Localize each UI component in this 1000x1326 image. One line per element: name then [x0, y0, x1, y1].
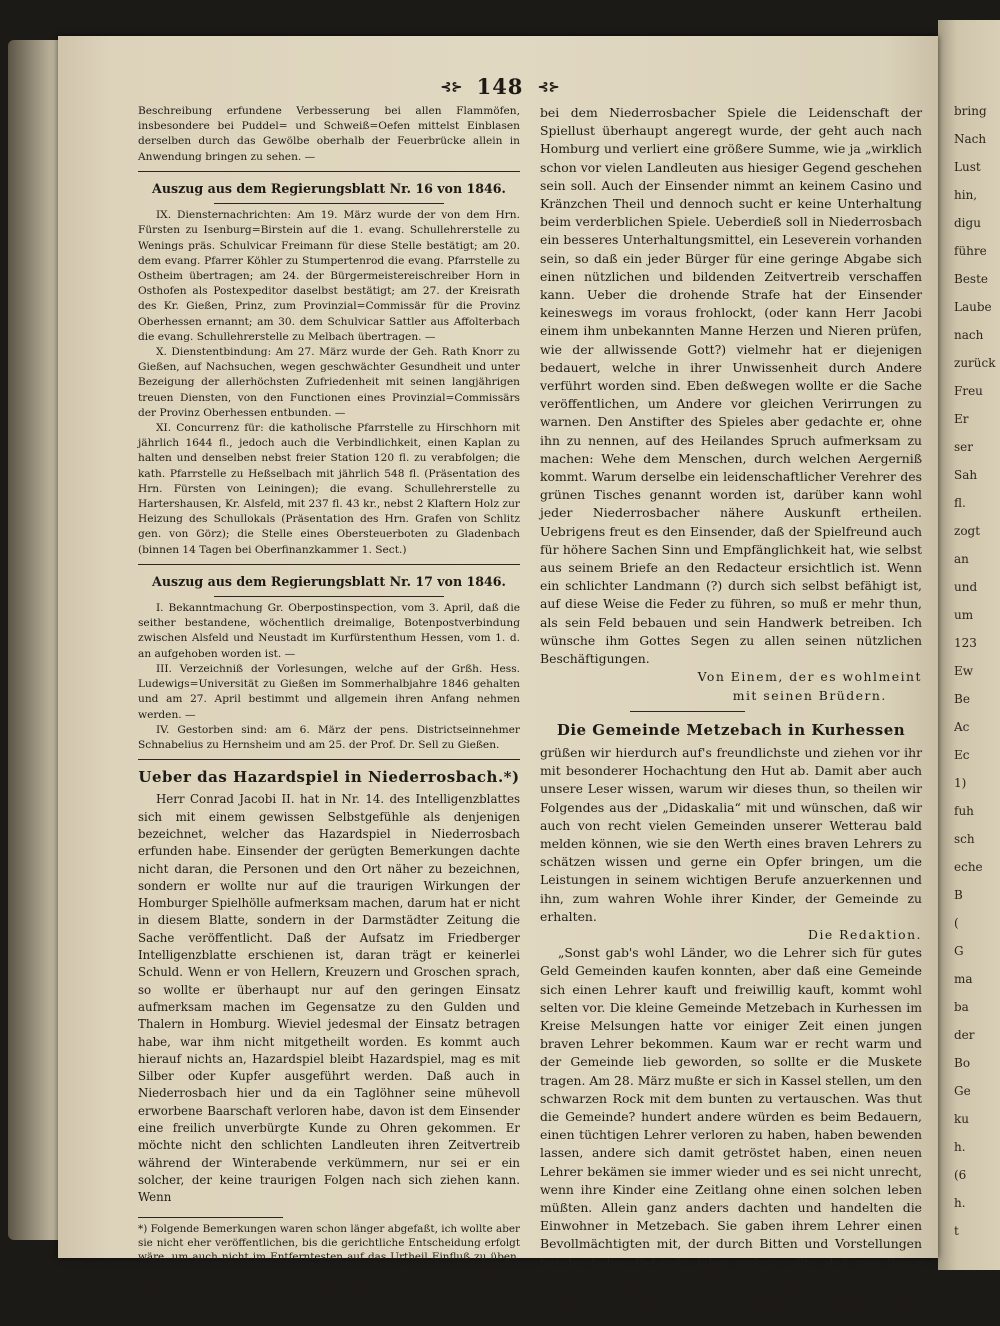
adjacent-page-strip: [938, 20, 1000, 1270]
adjacent-page-fragment: fl.: [954, 496, 966, 510]
right-column: [540, 104, 922, 1326]
adjacent-page-fragment: ser: [954, 440, 973, 454]
adjacent-page-fragment: B: [954, 888, 963, 902]
article-paragraph: Herr Conrad Jacobi II. hat in Nr. 14. des Intelligenzblattes sich mit einem gewissen Selbstgefühle als denjenigen bezeichnet, welcher das Hazardspiel in Niederrosbach erfunden habe. Einsender der gerügten Bemerkungen dachte nicht daran, die Personen und den Ort näher zu bezeichnen, sondern er wollte nur auf die traurigen Wirkungen der Homburger Spielhölle aufmerksam machen, darum hat er nicht in diesem Blatte, sondern in der Darmstädter Zeitung die Sache veröffentlicht. Daß der Aufsatz im Friedberger Intelligenzblatte erschienen ist, daran trägt er keinerlei Schuld. Wenn er von Hellern, Kreuzern und Groschen sprach, so wollte er überhaupt nur auf den geringen Einsatz aufmerksam machen im Gegensatze zu den Gulden und Thalern in Homburg. Wieviel jedesmal der Einsatz betragen habe, war ihm nicht mitgetheilt worden. Es kommt auch hierauf nichts an, Hazardspiel bleibt Hazardspiel, mag es mit Silber oder Kupfer ausgeführt werden. Daß auch in Niederrosbach hier und da ein Taglöhner seine mühevoll erworbene Baarschaft verloren habe, davon ist dem Einsender eine freilich unverbürgte Kunde zu Ohren gekommen. Er möchte nicht den schlichten Landleuten ihren Zeitvertreib während der Winterabende verkümmern, nur sei er ein solcher, der keine traurigen Folgen nach sich ziehen kann. Wenn: [138, 792, 520, 1205]
adjacent-page-fragment: und: [954, 580, 978, 594]
signature-line: mit seinen Brüdern.: [732, 687, 887, 703]
paragraph: IV. Gestorben sind: am 6. März der pens. Districtseinnehmer Schnabelius zu Hernsheim und am 25. der Prof. Dr. Sell zu Gießen.: [138, 723, 520, 751]
adjacent-page-fragment: der: [954, 1028, 975, 1042]
divider: [138, 171, 520, 172]
adjacent-page-fragment: G: [954, 944, 964, 958]
paragraph: IX. Diensternachrichten: Am 19. März wurde der von dem Hrn. Fürsten zu Isenburg=Birstein auf die 1. evang. Schullehrerstelle zu Wenings präs. Schulvicar Freimann für diese Stelle bestätigt; am 20. dem evang. Pfarrer Köhler zu Stumpertenrod die evang. Pfarrstelle zu Ostheim übertragen; am 24. der Bürgermeistereischreiber Horn in Osthofen als Postexpeditor daselbst bestätigt; am 27. der Kreisrath des Kr. Gießen, Prinz, zum Provinzial=Commissär für die Provinz Oberhessen ernannt; am 30. dem Schulvicar Sattler aus Affolterbach die evang. Schullehrerstelle zu Melbach übertragen. —: [138, 209, 520, 343]
ornament-right-icon: ⊰⊱: [537, 80, 560, 95]
page-header: [60, 74, 940, 99]
article-title-hazardspiel: Ueber das Hazardspiel in Niederrosbach.*): [138, 768, 520, 787]
footnote-divider: [138, 1217, 283, 1218]
divider: [214, 596, 443, 597]
page-number: 148: [476, 74, 524, 99]
footnote: *) Folgende Bemerkungen waren schon länger abgefaßt, ich wollte aber sie nicht eher veröffentlichen, bis die gerichtliche Entscheidung erfolgt wäre, um auch nicht im Entferntesten auf das Urtheil Einfluß zu üben, doch die Sache scheint sich zu verzögern, da noch mancherlei Zeugen sollen verhört werden, um den Thatbestand richtig zu stellen. Ich konnte nicht länger schweigen, damit man das Schweigen nicht als Zugeständniß betrachte.: [138, 1222, 520, 1321]
divider: [214, 203, 443, 204]
adjacent-page-fragment: digu: [954, 216, 981, 230]
adjacent-page-fragment: bring: [954, 104, 987, 118]
ornament-left-icon: ⊰⊱: [440, 80, 463, 95]
adjacent-page-fragment: Nach: [954, 132, 987, 146]
editor-signature: Die Redaktion.: [808, 926, 922, 942]
adjacent-page-fragment: Sah: [954, 468, 978, 482]
paragraph: III. Verzeichniß der Vorlesungen, welche auf der Grßh. Hess. Ludewigs=Universität zu Gießen im Sommerhalbjahre 1846 gehalten und am 27. April bestimmt und allgemein ihren Anfang nehmen werden. —: [138, 662, 520, 721]
divider: [630, 711, 745, 712]
adjacent-page-fragment: ku: [954, 1112, 969, 1126]
adjacent-page-fragment: (6: [954, 1168, 967, 1182]
paragraph: XI. Concurrenz für: die katholische Pfarrstelle zu Hirschhorn mit jährlich 1644 fl., jedoch auch die Verbindlichkeit, einen Kaplan zu halten und denselben nebst freier Station 120 fl. zu verabfolgen; die kath. Pfarrstelle zu Heßselbach mit jährlich 548 fl. (Präsentation des Hrn. Fürsten von Leiningen); die evang. Schullehrerstelle zu Hartershausen, Kr. Alsfeld, mit 237 fl. 43 kr., nebst 2 Klaftern Holz zur Heizung des Schullokals (Präsentation des Hrn. Grafen von Schlitz gen. von Görz); die Stelle eines Obersteuerboten zu Gladenbach (binnen 14 Tagen bei Oberfinanzkammer 1. Sect.): [138, 421, 520, 556]
adjacent-page-fragment: Beste: [954, 272, 989, 286]
adjacent-page-fragment: hin,: [954, 188, 978, 202]
intro-paragraph: Beschreibung erfundene Verbesserung bei allen Flammöfen, insbesondere bei Puddel= und Schweiß=Oefen mittelst Einblasen derselben durch das Gewölbe oberhalb der Feuerbrücke allein in Anwendung bringen zu sehen. —: [138, 105, 520, 163]
adjacent-page-fragment: sch: [954, 832, 975, 846]
adjacent-page-fragment: 123: [954, 636, 977, 650]
adjacent-page-fragment: zogt: [954, 524, 981, 538]
signature: [540, 668, 922, 704]
section-title-regierungsblatt-16: Auszug aus dem Regierungsblatt Nr. 16 von 1846.: [152, 180, 506, 196]
adjacent-page-fragment: Bo: [954, 1056, 971, 1070]
adjacent-page-fragment: h.: [954, 1140, 966, 1154]
adjacent-page-fragment: um: [954, 608, 974, 622]
adjacent-page-fragment: Er: [954, 412, 969, 426]
adjacent-page-fragment: nach: [954, 328, 984, 342]
left-column: [138, 104, 520, 1322]
adjacent-page-fragment: h.: [954, 1196, 966, 1210]
adjacent-page-fragment: ba: [954, 1000, 969, 1014]
paragraph: I. Bekanntmachung Gr. Oberpostinspection, vom 3. April, daß die seither bestandene, wöchentlich dreimalige, Botenpostverbindung zwischen Alsfeld und Neustadt im Kurfürstenthum Hessen, vom 1. d. an aufgehoben worden ist. —: [138, 602, 520, 660]
adjacent-page-fragment: an: [954, 552, 969, 566]
adjacent-page-fragment: Lust: [954, 160, 981, 174]
adjacent-page-fragment: (: [954, 916, 959, 930]
article-continuation: bei dem Niederrosbacher Spiele die Leidenschaft der Spiellust überhaupt angeregt wurde, der geht auch nach Homburg und verliert eine größere Summe, wie ja „wirklich schon vor vielen Landleuten aus hiesiger Gegend geschehen sein soll. Auch der Einsender nimmt an keinem Casino und Kränzchen Theil und dennoch sucht er keine Unterhaltung beim verderblichen Spiele. Ueberdieß soll in Niederrosbach ein besseres Unterhaltungsmittel, ein Leseverein vorhanden sein, so daß ein jeder Bürger für eine geringe Abgabe sich einen nützlichen und bildenden Zeitvertreib verschaffen kann. Ueber die drohende Strafe hat der Einsender keineswegs im voraus frohlockt, (oder kann Herr Jacobi einem ihm unbekannten Manne Herzen und Nieren prüfen, wie der allwissende Gott?) vielmehr hat er diejenigen bedauert, welche in ihrer Unwissenheit durch Andere verführt worden sind. Eben deßwegen wollte er die Sache veröffentlichen, um Andere vor gleichen Verirrungen zu warnen. Den Anstifter des Spieles aber gedachte er, ohne ihn zu nennen, auf des Heilandes Spruch aufmerksam zu machen: Wehe dem Menschen, durch welchen Aergerniß kommt. Warum derselbe ein leidenschaftlicher Verehrer des grünen Tisches genannt worden ist, darüber kann wohl jeder Niederrosbacher nähere Auskunft ertheilen. Uebrigens freut es den Einsender, daß der Spielfreund auch für höhere Sachen Sinn und Empfänglichkeit hat, wie selbst aus seinem Briefe an den Redacteur ersichtlich ist. Wenn ein schlichter Landmann (?) durch sich selbst befähigt ist, auf diese Weise die Feder zu führen, so muß er mehr thun, als sein Feld bebauen und sein Handwerk betreiben. Ich wünsche ihm Gottes Segen zu allen seinen nützlichen Beschäftigungen.: [540, 105, 922, 667]
adjacent-page-fragment: Freu: [954, 384, 983, 398]
divider: [138, 564, 520, 565]
adjacent-page-fragment: t: [954, 1224, 959, 1238]
adjacent-page-fragment: Laube: [954, 300, 992, 314]
article-title-metzebach: Die Gemeinde Metzebach in Kurhessen: [556, 720, 906, 739]
adjacent-page-fragment: Be: [954, 692, 970, 706]
article-paragraph: „Sonst gab's wohl Länder, wo die Lehrer sich für gutes Geld Gemeinden kaufen konnten, aber daß eine Gemeinde sich einen Lehrer kauft und freiwillig kauft, kommt wohl selten vor. Die kleine Gemeinde Metzebach in Kurhessen im Kreise Melsungen hatte vor einiger Zeit einen jungen braven Lehrer bekommen. Kaum war er recht warm und der Gemeinde lieb geworden, so sollte er die Muskete tragen. Am 28. März mußte er sich in Kassel stellen, um den schwarzen Rock mit dem bunten zu vertauschen. Was thut die Gemeinde? hundert andere würden es beim Bedauern, einen tüchtigen Lehrer verloren zu haben, haben bewenden lassen, andere sich damit getröstet haben, einen neuen Lehrer bekämen sie immer wieder und es sei nicht unrecht, wenn ihre Kinder eine Zeitlang ohne einen solchen leben müßten. Allein ganz anders dachten und handelten die Einwohner in Metzebach. Sie gaben ihrem Lehrer einen Bevollmächtigten mit, der durch Bitten und Vorstellungen bei der hohen Behörde dahin wirken sollte, daß man ihnen den braven Lehrer lasse. Da aber Bitten und Vorstellungen fruchtlos blieben, kam der abgesendete Rabe bald wieder heim und: [540, 945, 922, 1325]
adjacent-page-fragment: Ec: [954, 748, 970, 762]
section-title-regierungsblatt-17: Auszug aus dem Regierungsblatt Nr. 17 von 1846.: [152, 573, 506, 589]
adjacent-page-fragment: fuh: [954, 804, 974, 818]
divider: [138, 759, 520, 760]
adjacent-page-fragment: zurück: [954, 356, 996, 370]
adjacent-page-fragment: Ge: [954, 1084, 971, 1098]
adjacent-page-fragment: 1): [954, 776, 967, 790]
adjacent-page-fragment: eche: [954, 860, 983, 874]
signature-line: Von Einem, der es wohlmeint: [697, 669, 922, 685]
adjacent-page-fragment: Ew: [954, 664, 974, 678]
adjacent-page-fragment: führe: [954, 244, 987, 258]
adjacent-page-fragment: Ac: [954, 720, 970, 734]
paragraph: X. Dienstentbindung: Am 27. März wurde der Geh. Rath Knorr zu Gießen, auf Nachsuchen, wegen geschwächter Gesundheit und unter Bezeigung der allerhöchsten Zufriedenheit mit seinen langjährigen treuen Diensten, von den Functionen eines Provinzial=Commissärs der Provinz Oberhessen entbunden. —: [138, 345, 520, 419]
adjacent-page-fragment: ma: [954, 972, 973, 986]
article-paragraph: grüßen wir hierdurch auf's freundlichste und ziehen vor ihr mit besonderer Hochachtung den Hut ab. Damit aber auch unsere Leser wissen, warum wir dieses thun, so theilen wir Folgendes aus der „Didaskalia“ mit und wünschen, daß wir auch von recht vielen Gemeinden unserer Wetterau bald melden können, wie sie den Werth eines braven Lehrers zu schätzen wissen und gerne ein Opfer bringen, um die Leistungen in seinem wichtigen Berufe anzuerkennen und ihn, zum wahren Wohle ihrer Kinder, der Gemeinde zu erhalten.: [540, 744, 922, 924]
